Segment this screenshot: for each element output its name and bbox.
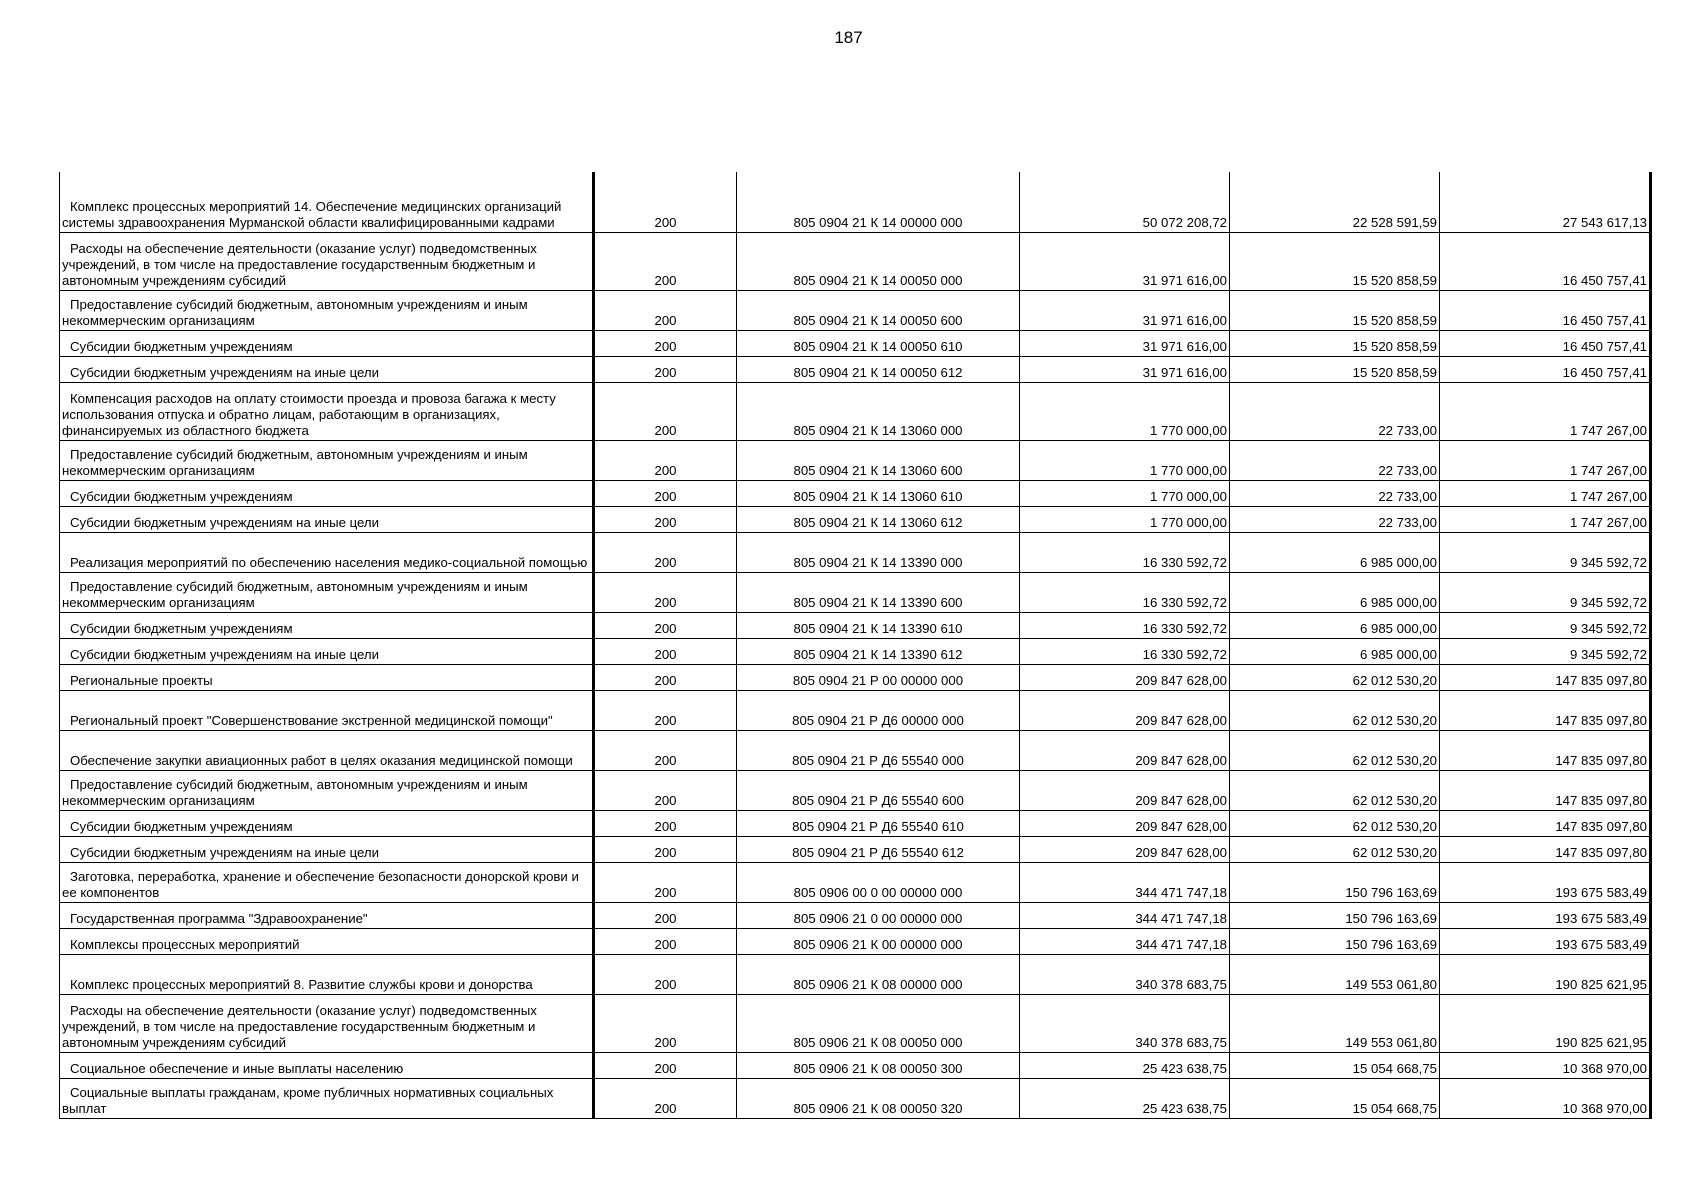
- row-amount-remaining: 1 747 267,00: [1440, 382, 1651, 440]
- row-admin-code: 200: [594, 382, 737, 440]
- row-amount-executed: 150 796 163,69: [1230, 928, 1440, 954]
- row-amount-approved: 1 770 000,00: [1020, 382, 1230, 440]
- row-amount-approved: 25 423 638,75: [1020, 1078, 1230, 1118]
- row-amount-approved: 340 378 683,75: [1020, 994, 1230, 1052]
- row-amount-remaining: 193 675 583,49: [1440, 862, 1651, 902]
- row-budget-code: 805 0906 21 К 08 00050 000: [737, 994, 1020, 1052]
- table-row: [60, 638, 1651, 664]
- row-amount-remaining: 1 747 267,00: [1440, 480, 1651, 506]
- row-amount-executed: 15 520 858,59: [1230, 290, 1440, 330]
- row-amount-executed: 62 012 530,20: [1230, 690, 1440, 730]
- row-amount-remaining: 16 450 757,41: [1440, 232, 1651, 290]
- row-name: Компенсация расходов на оплату стоимости проезда и провоза багажа к месту использования отпуска и обратно лицам, работающим в организациях, финансируемых из областного бюджета: [60, 382, 594, 440]
- table-row: [60, 836, 1651, 862]
- row-amount-remaining: 16 450 757,41: [1440, 290, 1651, 330]
- row-amount-executed: 22 528 591,59: [1230, 172, 1440, 232]
- row-amount-remaining: 147 835 097,80: [1440, 690, 1651, 730]
- row-name: Субсидии бюджетным учреждениям: [60, 810, 594, 836]
- row-budget-code: 805 0904 21 К 14 13060 000: [737, 382, 1020, 440]
- row-budget-code: 805 0906 21 К 00 00000 000: [737, 928, 1020, 954]
- row-amount-executed: 62 012 530,20: [1230, 770, 1440, 810]
- row-amount-executed: 62 012 530,20: [1230, 730, 1440, 770]
- row-admin-code: 200: [594, 730, 737, 770]
- row-amount-remaining: 27 543 617,13: [1440, 172, 1651, 232]
- row-name: Заготовка, переработка, хранение и обеспечение безопасности донорской крови и ее компонентов: [60, 862, 594, 902]
- row-amount-executed: 6 985 000,00: [1230, 612, 1440, 638]
- table-row: [60, 1052, 1651, 1078]
- row-amount-approved: 16 330 592,72: [1020, 638, 1230, 664]
- table-row: [60, 330, 1651, 356]
- row-admin-code: 200: [594, 690, 737, 730]
- row-name: Расходы на обеспечение деятельности (оказание услуг) подведомственных учреждений, в том числе на предоставление государственным бюджетным и автономным учреждениям субсидий: [60, 994, 594, 1052]
- row-amount-approved: 344 471 747,18: [1020, 902, 1230, 928]
- row-admin-code: 200: [594, 480, 737, 506]
- row-admin-code: 200: [594, 290, 737, 330]
- budget-table: [59, 172, 1652, 1119]
- row-name: Региональный проект "Совершенствование экстренной медицинской помощи": [60, 690, 594, 730]
- row-amount-approved: 31 971 616,00: [1020, 330, 1230, 356]
- table-row: [60, 664, 1651, 690]
- table-row: [60, 290, 1651, 330]
- row-budget-code: 805 0904 21 Р Д6 55540 600: [737, 770, 1020, 810]
- row-name: Предоставление субсидий бюджетным, автономным учреждениям и иным некоммерческим организациям: [60, 572, 594, 612]
- row-admin-code: 200: [594, 532, 737, 572]
- row-amount-executed: 149 553 061,80: [1230, 954, 1440, 994]
- table-row: [60, 356, 1651, 382]
- row-amount-remaining: 9 345 592,72: [1440, 572, 1651, 612]
- row-amount-remaining: 190 825 621,95: [1440, 954, 1651, 994]
- row-name: Субсидии бюджетным учреждениям на иные цели: [60, 638, 594, 664]
- table-row: [60, 1078, 1651, 1118]
- row-amount-approved: 31 971 616,00: [1020, 356, 1230, 382]
- row-budget-code: 805 0904 21 К 14 13060 600: [737, 440, 1020, 480]
- row-admin-code: 200: [594, 902, 737, 928]
- table-row: [60, 382, 1651, 440]
- table-row: [60, 232, 1651, 290]
- budget-table-body: [60, 172, 1651, 1118]
- row-admin-code: 200: [594, 928, 737, 954]
- row-name: Субсидии бюджетным учреждениям: [60, 480, 594, 506]
- row-amount-approved: 344 471 747,18: [1020, 862, 1230, 902]
- row-budget-code: 805 0906 00 0 00 00000 000: [737, 862, 1020, 902]
- row-budget-code: 805 0904 21 К 14 00050 612: [737, 356, 1020, 382]
- row-name: Субсидии бюджетным учреждениям на иные цели: [60, 506, 594, 532]
- row-amount-remaining: 9 345 592,72: [1440, 638, 1651, 664]
- table-row: [60, 730, 1651, 770]
- row-amount-remaining: 147 835 097,80: [1440, 730, 1651, 770]
- row-admin-code: 200: [594, 836, 737, 862]
- table-row: [60, 690, 1651, 730]
- row-amount-remaining: 193 675 583,49: [1440, 902, 1651, 928]
- row-amount-approved: 344 471 747,18: [1020, 928, 1230, 954]
- row-budget-code: 805 0904 21 К 14 13390 612: [737, 638, 1020, 664]
- row-amount-approved: 1 770 000,00: [1020, 506, 1230, 532]
- row-amount-approved: 50 072 208,72: [1020, 172, 1230, 232]
- table-row: [60, 572, 1651, 612]
- row-admin-code: 200: [594, 440, 737, 480]
- row-amount-executed: 15 520 858,59: [1230, 330, 1440, 356]
- row-amount-remaining: 16 450 757,41: [1440, 330, 1651, 356]
- row-name: Комплексы процессных мероприятий: [60, 928, 594, 954]
- table-row: [60, 994, 1651, 1052]
- row-admin-code: 200: [594, 770, 737, 810]
- row-admin-code: 200: [594, 810, 737, 836]
- row-amount-approved: 209 847 628,00: [1020, 730, 1230, 770]
- table-row: [60, 480, 1651, 506]
- row-name: Реализация мероприятий по обеспечению населения медико-социальной помощью: [60, 532, 594, 572]
- table-row: [60, 506, 1651, 532]
- table-row: [60, 172, 1651, 232]
- row-admin-code: 200: [594, 954, 737, 994]
- row-amount-remaining: 190 825 621,95: [1440, 994, 1651, 1052]
- table-row: [60, 902, 1651, 928]
- table-row: [60, 532, 1651, 572]
- row-name: Субсидии бюджетным учреждениям: [60, 612, 594, 638]
- row-amount-remaining: 9 345 592,72: [1440, 612, 1651, 638]
- row-amount-approved: 1 770 000,00: [1020, 440, 1230, 480]
- row-name: Предоставление субсидий бюджетным, автономным учреждениям и иным некоммерческим организациям: [60, 770, 594, 810]
- row-budget-code: 805 0904 21 К 14 13060 610: [737, 480, 1020, 506]
- row-budget-code: 805 0904 21 Р Д6 00000 000: [737, 690, 1020, 730]
- table-row: [60, 954, 1651, 994]
- row-amount-executed: 6 985 000,00: [1230, 638, 1440, 664]
- row-amount-executed: 149 553 061,80: [1230, 994, 1440, 1052]
- row-budget-code: 805 0904 21 К 14 13060 612: [737, 506, 1020, 532]
- row-budget-code: 805 0906 21 К 08 00000 000: [737, 954, 1020, 994]
- row-amount-approved: 209 847 628,00: [1020, 836, 1230, 862]
- row-name: Региональные проекты: [60, 664, 594, 690]
- row-amount-remaining: 147 835 097,80: [1440, 836, 1651, 862]
- row-amount-executed: 15 054 668,75: [1230, 1078, 1440, 1118]
- row-budget-code: 805 0904 21 Р Д6 55540 612: [737, 836, 1020, 862]
- row-budget-code: 805 0904 21 К 14 00050 610: [737, 330, 1020, 356]
- table-row: [60, 440, 1651, 480]
- row-name: Предоставление субсидий бюджетным, автономным учреждениям и иным некоммерческим организациям: [60, 440, 594, 480]
- row-amount-approved: 209 847 628,00: [1020, 664, 1230, 690]
- row-budget-code: 805 0904 21 К 14 13390 610: [737, 612, 1020, 638]
- row-amount-executed: 15 054 668,75: [1230, 1052, 1440, 1078]
- row-amount-approved: 16 330 592,72: [1020, 572, 1230, 612]
- row-budget-code: 805 0904 21 К 14 00050 000: [737, 232, 1020, 290]
- row-amount-approved: 16 330 592,72: [1020, 532, 1230, 572]
- row-budget-code: 805 0904 21 К 14 13390 000: [737, 532, 1020, 572]
- row-name: Государственная программа "Здравоохранение": [60, 902, 594, 928]
- row-amount-executed: 62 012 530,20: [1230, 664, 1440, 690]
- row-budget-code: 805 0906 21 К 08 00050 300: [737, 1052, 1020, 1078]
- row-budget-code: 805 0906 21 К 08 00050 320: [737, 1078, 1020, 1118]
- row-admin-code: 200: [594, 994, 737, 1052]
- row-budget-code: 805 0904 21 Р Д6 55540 000: [737, 730, 1020, 770]
- row-name: Субсидии бюджетным учреждениям: [60, 330, 594, 356]
- row-name: Социальные выплаты гражданам, кроме публичных нормативных социальных выплат: [60, 1078, 594, 1118]
- row-amount-remaining: 16 450 757,41: [1440, 356, 1651, 382]
- row-amount-executed: 15 520 858,59: [1230, 356, 1440, 382]
- row-amount-approved: 209 847 628,00: [1020, 690, 1230, 730]
- row-admin-code: 200: [594, 612, 737, 638]
- row-amount-remaining: 9 345 592,72: [1440, 532, 1651, 572]
- row-admin-code: 200: [594, 356, 737, 382]
- row-amount-approved: 31 971 616,00: [1020, 232, 1230, 290]
- row-amount-executed: 22 733,00: [1230, 480, 1440, 506]
- row-amount-remaining: 10 368 970,00: [1440, 1078, 1651, 1118]
- table-row: [60, 862, 1651, 902]
- row-amount-executed: 22 733,00: [1230, 440, 1440, 480]
- row-amount-remaining: 1 747 267,00: [1440, 440, 1651, 480]
- row-budget-code: 805 0904 21 К 14 00000 000: [737, 172, 1020, 232]
- row-amount-executed: 62 012 530,20: [1230, 810, 1440, 836]
- row-admin-code: 200: [594, 1078, 737, 1118]
- row-name: Субсидии бюджетным учреждениям на иные цели: [60, 836, 594, 862]
- row-amount-approved: 209 847 628,00: [1020, 770, 1230, 810]
- row-budget-code: 805 0904 21 К 14 13390 600: [737, 572, 1020, 612]
- row-name: Комплекс процессных мероприятий 8. Развитие службы крови и донорства: [60, 954, 594, 994]
- row-amount-remaining: 147 835 097,80: [1440, 664, 1651, 690]
- row-amount-executed: 22 733,00: [1230, 506, 1440, 532]
- page-number: 187: [834, 28, 863, 47]
- row-amount-remaining: 147 835 097,80: [1440, 770, 1651, 810]
- row-admin-code: 200: [594, 572, 737, 612]
- row-amount-approved: 25 423 638,75: [1020, 1052, 1230, 1078]
- row-admin-code: 200: [594, 862, 737, 902]
- table-row: [60, 928, 1651, 954]
- row-amount-executed: 6 985 000,00: [1230, 572, 1440, 612]
- row-admin-code: 200: [594, 664, 737, 690]
- row-name: Социальное обеспечение и иные выплаты населению: [60, 1052, 594, 1078]
- row-amount-remaining: 10 368 970,00: [1440, 1052, 1651, 1078]
- row-amount-executed: 150 796 163,69: [1230, 902, 1440, 928]
- row-name: Субсидии бюджетным учреждениям на иные цели: [60, 356, 594, 382]
- row-budget-code: 805 0904 21 К 14 00050 600: [737, 290, 1020, 330]
- row-amount-approved: 31 971 616,00: [1020, 290, 1230, 330]
- row-admin-code: 200: [594, 506, 737, 532]
- row-name: Комплекс процессных мероприятий 14. Обеспечение медицинских организаций системы здравоохранения Мурманской области квалифицированными кадрами: [60, 172, 594, 232]
- row-name: Обеспечение закупки авиационных работ в целях оказания медицинской помощи: [60, 730, 594, 770]
- table-row: [60, 612, 1651, 638]
- row-amount-approved: 1 770 000,00: [1020, 480, 1230, 506]
- row-budget-code: 805 0906 21 0 00 00000 000: [737, 902, 1020, 928]
- row-amount-executed: 62 012 530,20: [1230, 836, 1440, 862]
- row-amount-remaining: 147 835 097,80: [1440, 810, 1651, 836]
- row-admin-code: 200: [594, 172, 737, 232]
- row-name: Предоставление субсидий бюджетным, автономным учреждениям и иным некоммерческим организациям: [60, 290, 594, 330]
- row-amount-remaining: 193 675 583,49: [1440, 928, 1651, 954]
- row-admin-code: 200: [594, 330, 737, 356]
- row-budget-code: 805 0904 21 Р 00 00000 000: [737, 664, 1020, 690]
- row-admin-code: 200: [594, 1052, 737, 1078]
- row-amount-approved: 209 847 628,00: [1020, 810, 1230, 836]
- row-admin-code: 200: [594, 638, 737, 664]
- row-amount-executed: 15 520 858,59: [1230, 232, 1440, 290]
- row-budget-code: 805 0904 21 Р Д6 55540 610: [737, 810, 1020, 836]
- row-amount-executed: 22 733,00: [1230, 382, 1440, 440]
- row-amount-remaining: 1 747 267,00: [1440, 506, 1651, 532]
- table-row: [60, 810, 1651, 836]
- row-amount-executed: 6 985 000,00: [1230, 532, 1440, 572]
- row-name: Расходы на обеспечение деятельности (оказание услуг) подведомственных учреждений, в том числе на предоставление государственным бюджетным и автономным учреждениям субсидий: [60, 232, 594, 290]
- row-amount-approved: 340 378 683,75: [1020, 954, 1230, 994]
- row-admin-code: 200: [594, 232, 737, 290]
- row-amount-executed: 150 796 163,69: [1230, 862, 1440, 902]
- table-row: [60, 770, 1651, 810]
- row-amount-approved: 16 330 592,72: [1020, 612, 1230, 638]
